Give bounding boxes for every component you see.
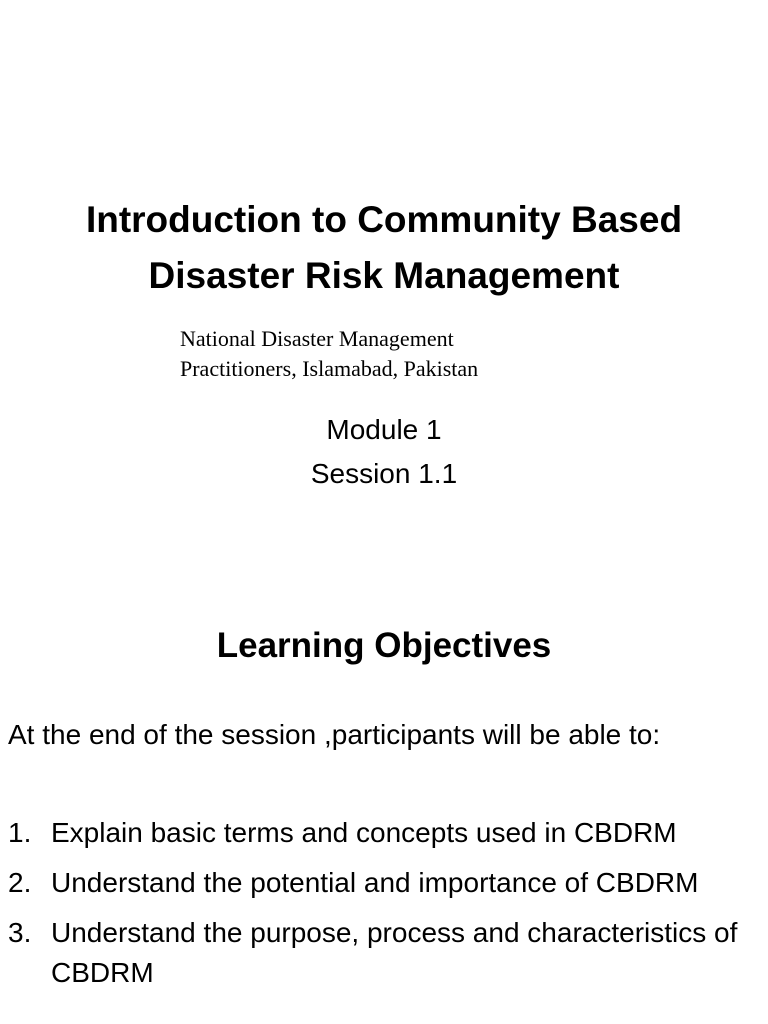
module-info (0, 408, 768, 496)
objective-number: 1. (8, 817, 32, 848)
objective-number: 2. (8, 867, 32, 898)
slide-title-line-1: Introduction to Community Based (85, 199, 683, 240)
objective-text: Understand the potential and importance of CBDRM (51, 867, 699, 898)
objectives-heading: Learning Objectives (216, 626, 552, 665)
slide-title-line-2: Disaster Risk Management (148, 255, 620, 296)
organization-name (180, 324, 478, 384)
session-label: Session 1.1 (310, 458, 458, 489)
organization-line-1: National Disaster Management (180, 326, 454, 351)
module-label: Module 1 (326, 414, 442, 445)
objective-item (8, 813, 758, 853)
objective-text: Understand the purpose, process and characteristics of CBDRM (51, 917, 738, 988)
objectives-list (8, 813, 758, 1003)
objective-item (8, 863, 758, 903)
slide-title (0, 192, 768, 304)
objective-number: 3. (8, 917, 32, 948)
organization-line-2: Practitioners, Islamabad, Pakistan (180, 356, 479, 381)
objective-text: Explain basic terms and concepts used in CBDRM (51, 817, 677, 848)
objectives-slide (0, 575, 768, 1024)
objective-item (8, 913, 758, 993)
objectives-intro: At the end of the session ,participants will be able to: (8, 719, 661, 750)
